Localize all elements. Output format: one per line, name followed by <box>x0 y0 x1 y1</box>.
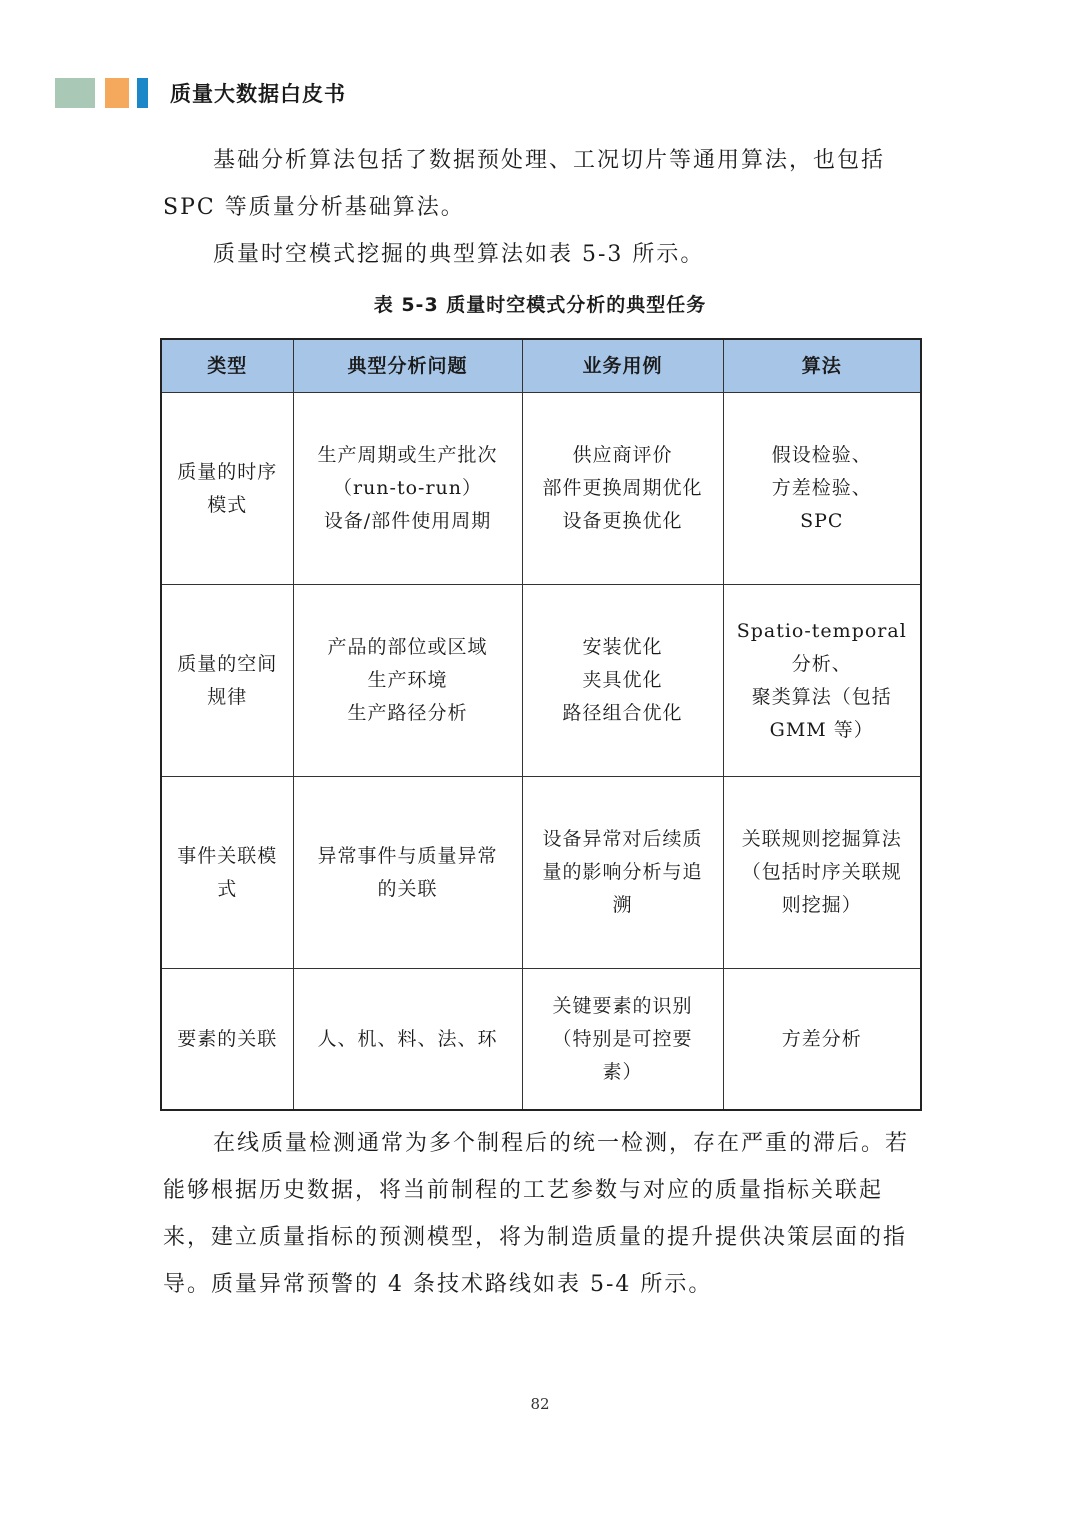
typical-tasks-table <box>160 338 922 1111</box>
table-cell <box>293 585 522 777</box>
cell-text-line: 方差分析 <box>781 1027 862 1050</box>
table-row <box>161 969 921 1111</box>
column-header: 业务用例 <box>522 339 723 393</box>
cell-text-line: 关键要素的识别 <box>552 994 693 1017</box>
cell-text-line: 则挖掘） <box>781 894 862 916</box>
cell-text-line: 假设检验、 <box>771 444 872 466</box>
column-header: 类型 <box>161 339 293 393</box>
paragraph-3: 在线质量检测通常为多个制程后的统一检测，存在严重的滞后。若能够根据历史数据，将当前制程的工艺参数与对应的质量指标关联起来，建立质量指标的预测模型，将为制造质量的提升提供决策层面的指导。质量异常预警的 4 条技术路线如表 5-4 所示。 <box>163 1131 910 1297</box>
cell-text-line: 规律 <box>207 685 248 708</box>
table-cell <box>522 585 723 777</box>
table-cell <box>723 969 921 1111</box>
table-cell <box>293 393 522 585</box>
cell-text-line: （run-to-run） <box>332 477 483 499</box>
header-title: 质量大数据白皮书 <box>170 82 346 106</box>
page-header <box>55 78 346 108</box>
cell-text-line: （包括时序关联规 <box>741 861 902 883</box>
header-orange-block <box>105 78 129 108</box>
cell-text-line: 素） <box>602 1060 643 1083</box>
cell-text-line: 异常事件与质量异常 <box>317 844 498 867</box>
cell-text-line: 量的影响分析与追 <box>542 861 703 883</box>
paragraph-1: 基础分析算法包括了数据预处理、工况切片等通用算法，也包括SPC 等质量分析基础算法。 <box>163 148 886 220</box>
table-cell <box>161 777 293 969</box>
cell-text-line: SPC <box>800 510 844 532</box>
cell-text-line: 溯 <box>612 894 633 916</box>
cell-text-line: 夹具优化 <box>582 669 663 691</box>
table-cell <box>161 969 293 1111</box>
cell-text-line: 设备异常对后续质 <box>542 828 703 850</box>
cell-text-line: 安装优化 <box>582 636 663 658</box>
cell-text-line: 生产环境 <box>367 669 448 691</box>
cell-text-line: 产品的部位或区域 <box>327 636 488 658</box>
cell-text-line: 人、机、料、法、环 <box>317 1027 498 1050</box>
table-cell <box>723 585 921 777</box>
table-row <box>161 393 921 585</box>
cell-text-line: 生产周期或生产批次 <box>317 444 498 466</box>
cell-text-line: 质量的空间 <box>177 652 278 675</box>
table-cell <box>723 777 921 969</box>
cell-text-line: 生产路径分析 <box>347 702 468 724</box>
cell-text-line: 供应商评价 <box>572 444 673 466</box>
column-header: 典型分析问题 <box>293 339 522 393</box>
cell-text-line: GMM 等） <box>769 718 874 741</box>
cell-text-line: 设备/部件使用周期 <box>323 510 492 532</box>
page-number: 82 <box>530 1395 550 1413</box>
table-cell <box>161 585 293 777</box>
table-cell <box>161 393 293 585</box>
table-header-row <box>161 339 921 393</box>
cell-text-line: 要素的关联 <box>177 1027 278 1050</box>
cell-text-line: 模式 <box>207 493 248 516</box>
table-cell <box>723 393 921 585</box>
table-row <box>161 777 921 969</box>
cell-text-line: （特别是可控要 <box>552 1027 693 1050</box>
cell-text-line: 的关联 <box>377 877 438 900</box>
header-green-block <box>55 78 95 108</box>
table-caption: 表 5-3 质量时空模式分析的典型任务 <box>373 294 707 316</box>
cell-text-line: 部件更换周期优化 <box>542 477 703 499</box>
cell-text-line: 方差检验、 <box>771 477 872 499</box>
column-header: 算法 <box>723 339 921 393</box>
cell-text-line: 质量的时序 <box>177 460 278 483</box>
cell-text-line: Spatio-temporal <box>736 619 907 642</box>
table-cell <box>522 969 723 1111</box>
cell-text-line: 关联规则挖掘算法 <box>741 828 902 850</box>
table-cell <box>522 393 723 585</box>
table-cell <box>293 777 522 969</box>
header-blue-block <box>137 78 148 108</box>
cell-text-line: 路径组合优化 <box>562 702 683 724</box>
cell-text-line: 分析、 <box>791 652 852 675</box>
cell-text-line: 式 <box>217 877 238 900</box>
cell-text-line: 聚类算法（包括 <box>751 685 892 708</box>
table-cell <box>293 969 522 1111</box>
cell-text-line: 设备更换优化 <box>562 510 683 532</box>
table-cell <box>522 777 723 969</box>
table-row <box>161 585 921 777</box>
paragraph-2: 质量时空模式挖掘的典型算法如表 5-3 所示。 <box>213 242 705 267</box>
cell-text-line: 事件关联模 <box>177 844 278 867</box>
